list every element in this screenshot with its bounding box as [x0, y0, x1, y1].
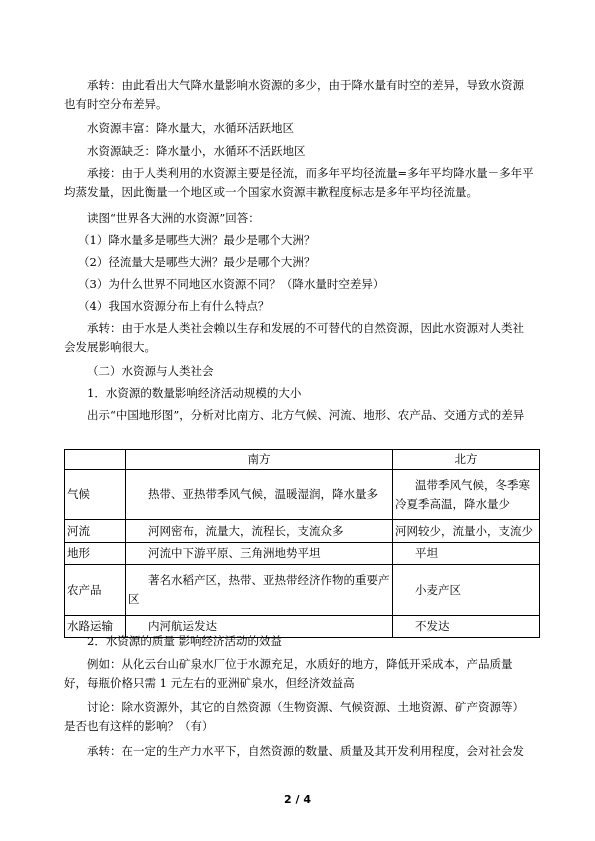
- question-2: （2）径流量大是哪些大洲？最少是哪个大洲？: [78, 255, 316, 269]
- north-cell: 温带季风气候，冬季寒冷夏季高温，降水量少: [393, 470, 540, 520]
- row-label: 水路运输: [65, 616, 126, 638]
- table-header-cell: [65, 450, 126, 470]
- table-row: [65, 470, 540, 520]
- table-header-north: 北方: [393, 450, 540, 470]
- north-cell: 小麦产区: [393, 565, 540, 616]
- question-4: （4）我国水资源分布上有什么特点？: [78, 299, 270, 313]
- paragraph-show-map: 出示“中国地形图”，分析对比南方、北方气候、河流、地形、农产品、交通方式的差异: [87, 408, 525, 422]
- table-header-south: 南方: [126, 450, 393, 470]
- question-1: （1）降水量多是哪些大洲？最少是哪个大洲？: [78, 233, 316, 247]
- north-cell: 不发达: [393, 616, 540, 638]
- page-number: 2 / 4: [284, 793, 311, 806]
- table-row: [65, 565, 540, 616]
- south-cell: 热带、亚热带季风气候，温暖湿润，降水量多: [126, 470, 393, 520]
- row-label: 农产品: [65, 565, 126, 616]
- row-label: 河流: [65, 520, 126, 543]
- paragraph-abundant: 水资源丰富：降水量大，水循环活跃地区: [87, 121, 294, 135]
- paragraph-runoff: 承接：由于人类利用的水资源主要是径流，而多年平均径流量=多年平均降水量－多年平均蒸发量，因此衡量一个地区或一个国家水资源丰歉程度标志是多年平均径流量。: [64, 166, 534, 199]
- north-cell: 平坦: [393, 543, 540, 565]
- subheading-quality: 2．水资源的质量 影响经济活动的效益: [87, 634, 282, 648]
- row-label: 气候: [65, 470, 126, 520]
- paragraph-discussion: 讨论：除水资源外，其它的自然资源（生物资源、气候资源、土地资源、矿产资源等）是否也有这样的影响？（有）: [64, 700, 524, 733]
- north-cell: 河网较少，流量小，支流少: [393, 520, 540, 543]
- paragraph-read-map: 读图“世界各大洲的水资源”回答：: [87, 211, 260, 225]
- paragraph-transition-2: 承转：由于水是人类社会赖以生存和发展的不可替代的自然资源，因此水资源对人类社会发展影响很大。: [64, 321, 524, 354]
- table-row: [65, 520, 540, 543]
- subheading-quantity: 1．水资源的数量影响经济活动规模的大小: [87, 386, 302, 400]
- table-header-row: [65, 450, 540, 470]
- paragraph-scarce: 水资源缺乏：降水量小，水循环不活跃地区: [87, 144, 306, 158]
- table-row: [65, 543, 540, 565]
- paragraph-transition-3: 承转：在一定的生产力水平下，自然资源的数量、质量及其开发利用程度，会对社会发: [87, 744, 524, 758]
- paragraph-example: 例如：从化云台山矿泉水厂位于水源充足，水质好的地方，降低开采成本，产品质量好，每瓶价格只需 1 元左右的亚洲矿泉水，但经济效益高: [64, 657, 513, 690]
- comparison-table: [64, 449, 540, 638]
- south-cell: 内河航运发达: [126, 616, 393, 638]
- row-label: 地形: [65, 543, 126, 565]
- south-cell: 著名水稻产区，热带、亚热带经济作物的重要产区: [126, 565, 393, 616]
- paragraph-transition-1: 承转：由此看出大气降水量影响水资源的多少，由于降水量有时空的差异，导致水资源也有时空分布差异。: [64, 78, 524, 111]
- south-cell: 河流中下游平原、三角洲地势平坦: [126, 543, 393, 565]
- section-heading: （二）水资源与人类社会: [87, 364, 214, 378]
- south-cell: 河网密布，流量大，流程长，支流众多: [126, 520, 393, 543]
- question-3: （3）为什么世界不同地区水资源不同？（降水量时空差异）: [78, 277, 385, 291]
